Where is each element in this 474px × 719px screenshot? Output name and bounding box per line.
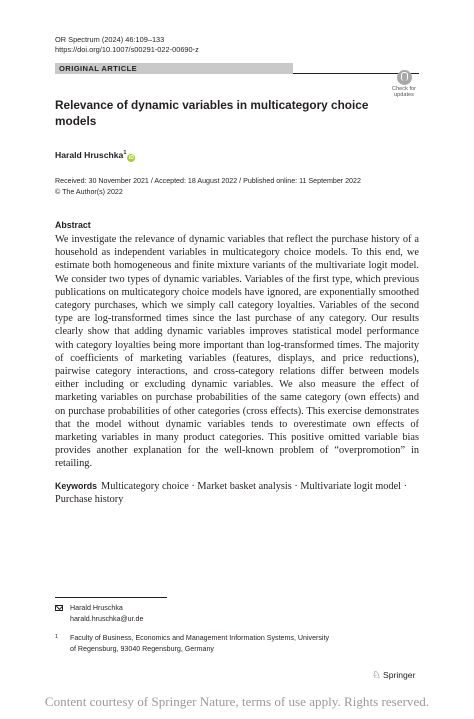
corresponding-author	[55, 603, 143, 624]
affiliation-number: 1	[55, 634, 59, 640]
journal-citation	[55, 35, 199, 55]
author-name[interactable]: Harald Hruschka	[55, 149, 124, 160]
check-updates-label: Check for updates	[392, 86, 416, 99]
publication-history	[55, 176, 361, 197]
author-affil-mark: 1	[123, 150, 127, 156]
affiliation-line-2: of Regensburg, 93040 Regensburg, Germany	[70, 644, 214, 653]
copyright-notice: © The Author(s) 2022	[55, 187, 123, 196]
doi-link[interactable]: https://doi.org/10.1007/s00291-022-00690-z	[55, 45, 199, 54]
courtesy-notice: Content courtesy of Springer Nature, terms of use apply. Rights reserved.	[44, 694, 430, 709]
footnote-divider	[55, 597, 167, 598]
keywords-label: Keywords	[55, 481, 98, 491]
abstract-heading: Abstract	[55, 220, 91, 230]
affiliation	[55, 633, 395, 654]
orcid-icon[interactable]: iD	[128, 154, 134, 161]
keywords	[55, 480, 419, 506]
abstract-text: We investigate the relevance of dynamic variables that reflect the purchase history of a household as independent variables in multicategory choice models. To this end, we estimate both homogeneous and finite mixture variants of the multivariate logit model. We consider two types of dynamic variables. Variables of the first type, which previous publications on multicategory choice models have ignored, are exponentially smoothed category purchases, which we simply call category loyalties. Variables of the second type are log-transformed times since the last purchase of any category. Our results clearly show that adding dynamic variables improves statistical model performance with category loyalties being more important than log-transformed times. The majority of coefficients of marketing variables (features, displays, and price reductions), pairwise category interactions, and cross-category relations differ between models either including or excluding dynamic variables. We also measure the effect of marketing variables on purchase probabilities of the same category (own effects) and on purchase probabilities of other categories (cross effects). This exercise demonstrates that the model without dynamic variables tends to overestimate own effects of marketing variables in many product categories. This positive omitted variable bias provides another explanation for the well-known problem of “overpromotion” in retailing.	[55, 234, 419, 470]
section-banner	[55, 63, 293, 74]
bookmark-icon	[397, 70, 412, 85]
author-line	[55, 148, 135, 162]
received-dates: Received: 30 November 2021 / Accepted: 18 August 2022 / Published online: 11 September 2022	[55, 177, 361, 185]
journal-line: OR Spectrum (2024) 46:109–133	[55, 35, 165, 44]
contact-email[interactable]: harald.hruschka@ur.de	[70, 614, 144, 623]
affiliation-line-1: Faculty of Business, Economics and Management Information Systems, University	[70, 634, 330, 642]
springer-horse-icon: ♘	[372, 670, 381, 681]
article-title: Relevance of dynamic variables in multicategory choice models	[55, 98, 369, 128]
publisher-logo	[372, 670, 415, 681]
envelope-icon	[55, 605, 63, 611]
publisher-name: Springer	[382, 670, 416, 680]
contact-name: Harald Hruschka	[70, 604, 123, 612]
check-for-updates-button[interactable]	[388, 69, 420, 100]
section-label: ORIGINAL ARTICLE	[59, 64, 138, 73]
keywords-text: Multicategory choice · Market basket analysis · Multivariate logit model · Purchase history	[55, 481, 408, 506]
